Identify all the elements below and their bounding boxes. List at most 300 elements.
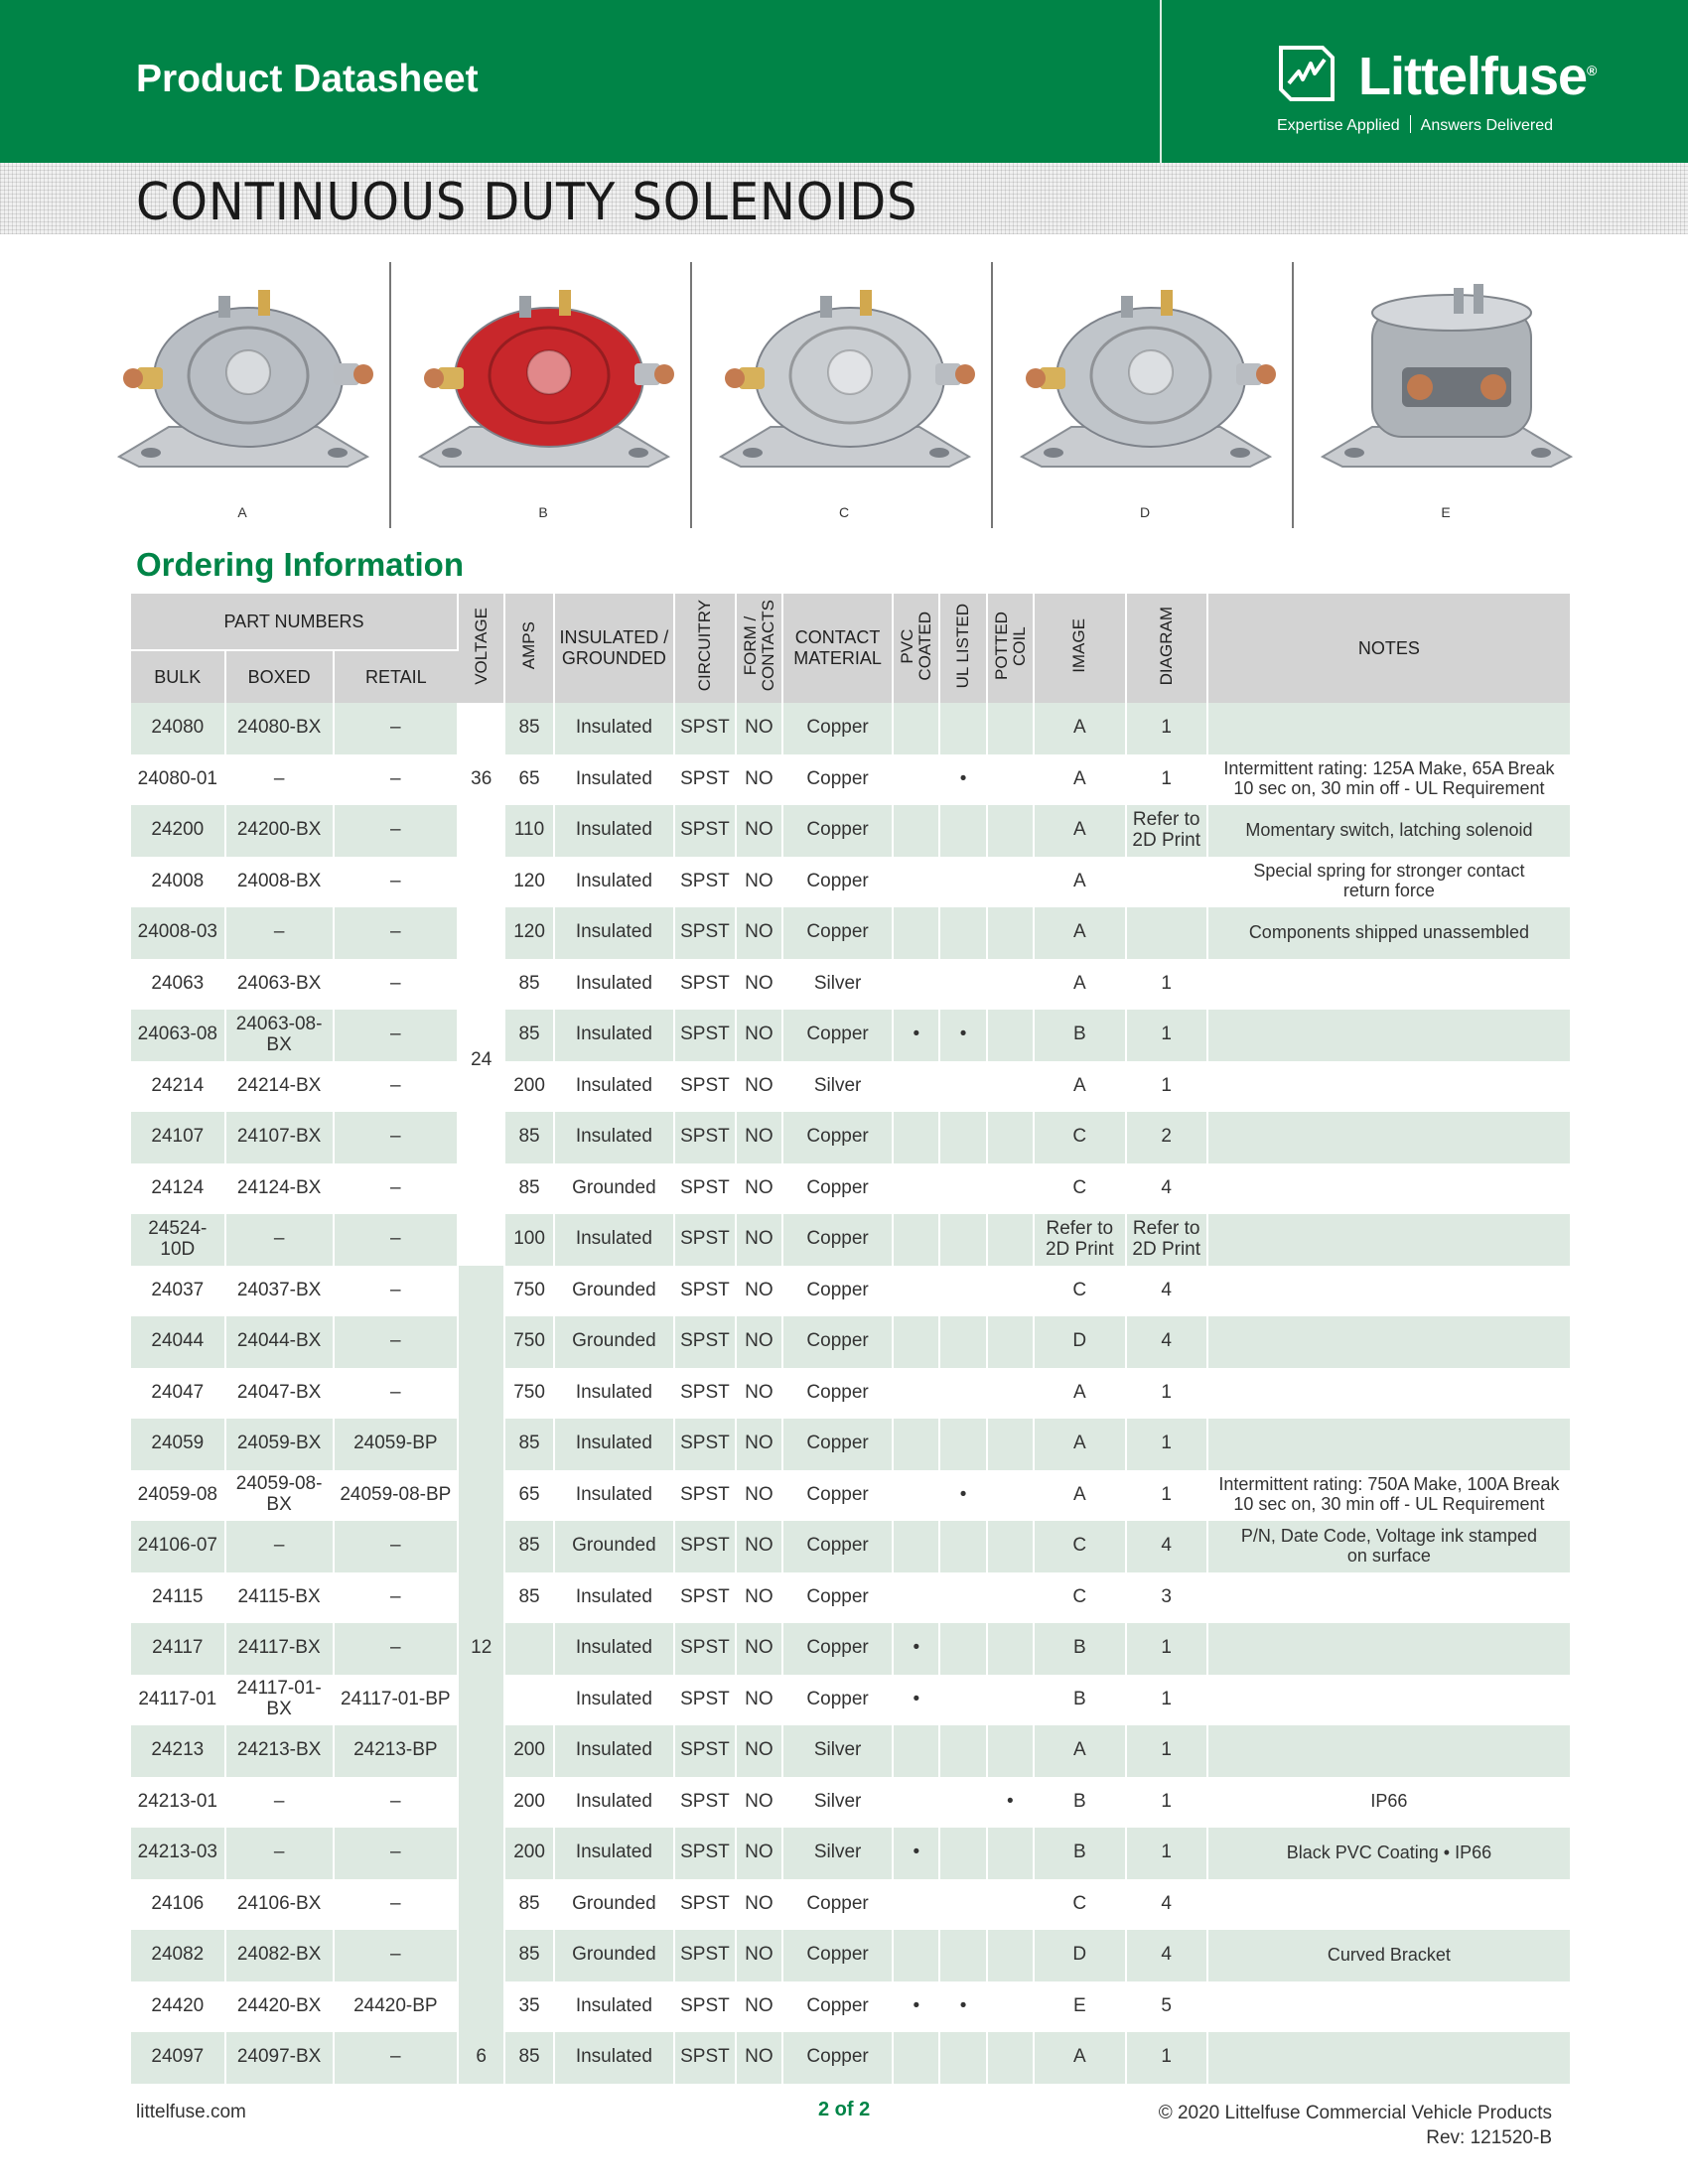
cell-notes: Intermittent rating: 750A Make, 100A Break 10 sec on, 30 min off - UL Requirement: [1207, 1470, 1570, 1522]
cell-potted: [987, 857, 1034, 908]
cell-diagram: 2: [1126, 1112, 1207, 1163]
cell-form: NO: [736, 703, 782, 754]
cell-ul: [939, 805, 986, 857]
cell-circuitry: SPST: [674, 1470, 736, 1522]
cell-form: NO: [736, 1623, 782, 1675]
header-contact-material: CONTACT MATERIAL: [782, 594, 893, 703]
cell-potted: [987, 1828, 1034, 1879]
cell-insulated: Insulated: [554, 1419, 674, 1470]
table-row: [131, 1112, 1570, 1163]
footer-page-number: 2 of 2: [818, 2099, 871, 2120]
cell-retail: –: [334, 1572, 458, 1624]
cell-pvc: [893, 805, 939, 857]
solenoid-icon: [701, 268, 987, 486]
cell-material: Copper: [782, 1266, 893, 1317]
cell-form: NO: [736, 959, 782, 1011]
table-row: [131, 1675, 1570, 1726]
cell-image: A: [1034, 907, 1126, 959]
cell-ul: [939, 1368, 986, 1420]
cell-circuitry: SPST: [674, 1266, 736, 1317]
cell-form: NO: [736, 1725, 782, 1777]
table-row: [131, 1214, 1570, 1266]
table-row: [131, 1010, 1570, 1061]
cell-retail: –: [334, 1061, 458, 1113]
header-ul-listed: UL LISTED: [939, 594, 986, 703]
cell-potted: [987, 1981, 1034, 2033]
cell-insulated: Insulated: [554, 2032, 674, 2084]
cell-material: Copper: [782, 1214, 893, 1266]
cell-bulk: 24063: [131, 959, 225, 1011]
ordering-table: [131, 594, 1570, 2084]
table-row: [131, 1368, 1570, 1420]
cell-boxed: 24059-08-BX: [225, 1470, 334, 1522]
cell-pvc: [893, 907, 939, 959]
cell-form: NO: [736, 1572, 782, 1624]
cell-ul: [939, 1930, 986, 1981]
cell-form: NO: [736, 1777, 782, 1829]
cell-potted: [987, 1725, 1034, 1777]
revision-text: Rev: 121520-B: [1426, 2126, 1552, 2148]
cell-amps: 85: [504, 703, 553, 754]
cell-notes: Momentary switch, latching solenoid: [1207, 805, 1570, 857]
cell-form: NO: [736, 1521, 782, 1572]
cell-ul: •: [939, 1981, 986, 2033]
cell-boxed: 24063-08-BX: [225, 1010, 334, 1061]
table-row: [131, 959, 1570, 1011]
solenoid-icon: [1303, 268, 1589, 486]
product-image-a: [95, 262, 389, 528]
cell-retail: –: [334, 2032, 458, 2084]
cell-amps: 750: [504, 1316, 553, 1368]
cell-insulated: Insulated: [554, 1828, 674, 1879]
cell-boxed: 24420-BX: [225, 1981, 334, 2033]
cell-ul: [939, 857, 986, 908]
cell-pvc: [893, 1572, 939, 1624]
cell-notes: [1207, 1725, 1570, 1777]
cell-notes: Curved Bracket: [1207, 1930, 1570, 1981]
header-amps: AMPS: [504, 594, 553, 703]
cell-material: Copper: [782, 1010, 893, 1061]
ordering-heading: Ordering Information: [136, 546, 464, 583]
cell-retail: –: [334, 1214, 458, 1266]
header-voltage: VOLTAGE: [458, 594, 504, 703]
cell-bulk: 24063-08: [131, 1010, 225, 1061]
cell-retail: 24117-01-BP: [334, 1675, 458, 1726]
cell-bulk: 24213-03: [131, 1828, 225, 1879]
cell-image: A: [1034, 959, 1126, 1011]
cell-retail: –: [334, 1266, 458, 1317]
cell-potted: •: [987, 1777, 1034, 1829]
product-label: A: [237, 504, 247, 520]
cell-ul: •: [939, 1470, 986, 1522]
cell-diagram: 1: [1126, 1010, 1207, 1061]
cell-insulated: Grounded: [554, 1879, 674, 1931]
cell-boxed: 24213-BX: [225, 1725, 334, 1777]
cell-notes: [1207, 703, 1570, 754]
table-row: [131, 1981, 1570, 2033]
cell-image: B: [1034, 1675, 1126, 1726]
cell-insulated: Insulated: [554, 805, 674, 857]
cell-boxed: 24117-BX: [225, 1623, 334, 1675]
cell-diagram: 1: [1126, 1725, 1207, 1777]
cell-image: A: [1034, 1470, 1126, 1522]
cell-amps: 85: [504, 1521, 553, 1572]
title-band: [0, 163, 1688, 234]
cell-diagram: 1: [1126, 1828, 1207, 1879]
cell-bulk: 24200: [131, 805, 225, 857]
header-image: IMAGE: [1034, 594, 1126, 703]
cell-potted: [987, 1470, 1034, 1522]
cell-bulk: 24080-01: [131, 754, 225, 806]
cell-boxed: 24106-BX: [225, 1879, 334, 1931]
cell-bulk: 24420: [131, 1981, 225, 2033]
cell-potted: [987, 959, 1034, 1011]
cell-bulk: 24107: [131, 1112, 225, 1163]
cell-insulated: Grounded: [554, 1930, 674, 1981]
cell-boxed: 24124-BX: [225, 1163, 334, 1215]
cell-boxed: 24037-BX: [225, 1266, 334, 1317]
product-label: D: [1139, 504, 1151, 520]
cell-form: NO: [736, 1163, 782, 1215]
cell-amps: 120: [504, 857, 553, 908]
cell-diagram: 1: [1126, 1061, 1207, 1113]
cell-diagram: 1: [1126, 1777, 1207, 1829]
cell-retail: 24420-BP: [334, 1981, 458, 2033]
cell-material: Copper: [782, 1623, 893, 1675]
cell-diagram: [1126, 907, 1207, 959]
cell-bulk: 24213-01: [131, 1777, 225, 1829]
cell-boxed: 24117-01-BX: [225, 1675, 334, 1726]
cell-notes: [1207, 1316, 1570, 1368]
header-notes: NOTES: [1207, 594, 1570, 703]
cell-retail: –: [334, 1828, 458, 1879]
cell-retail: –: [334, 703, 458, 754]
product-image-e: [1299, 262, 1593, 528]
cell-diagram: 5: [1126, 1981, 1207, 2033]
page-title: CONTINUOUS DUTY SOLENOIDS: [136, 173, 918, 232]
cell-bulk: 24059-08: [131, 1470, 225, 1522]
cell-circuitry: SPST: [674, 959, 736, 1011]
product-separator: [1292, 262, 1294, 528]
table-row: [131, 1777, 1570, 1829]
cell-form: NO: [736, 2032, 782, 2084]
cell-circuitry: SPST: [674, 1112, 736, 1163]
cell-image: A: [1034, 703, 1126, 754]
cell-image: B: [1034, 1777, 1126, 1829]
cell-notes: [1207, 1010, 1570, 1061]
cell-notes: [1207, 2032, 1570, 2084]
cell-bulk: 24106: [131, 1879, 225, 1931]
cell-material: Silver: [782, 1777, 893, 1829]
cell-ul: [939, 1828, 986, 1879]
cell-bulk: 24124: [131, 1163, 225, 1215]
cell-insulated: Insulated: [554, 1725, 674, 1777]
cell-pvc: [893, 1112, 939, 1163]
cell-bulk: 24037: [131, 1266, 225, 1317]
cell-circuitry: SPST: [674, 1981, 736, 2033]
cell-potted: [987, 1675, 1034, 1726]
cell-form: NO: [736, 1470, 782, 1522]
cell-notes: [1207, 1061, 1570, 1113]
cell-notes: [1207, 1419, 1570, 1470]
cell-ul: [939, 907, 986, 959]
cell-insulated: Insulated: [554, 1572, 674, 1624]
header-divider: [1160, 0, 1162, 163]
cell-amps: 750: [504, 1368, 553, 1420]
product-image-d: [998, 262, 1292, 528]
cell-circuitry: SPST: [674, 1419, 736, 1470]
cell-potted: [987, 1572, 1034, 1624]
header-insulated-grounded: INSULATED / GROUNDED: [554, 594, 674, 703]
cell-retail: –: [334, 1623, 458, 1675]
cell-image: C: [1034, 1163, 1126, 1215]
cell-potted: [987, 1163, 1034, 1215]
cell-ul: [939, 703, 986, 754]
cell-circuitry: SPST: [674, 1623, 736, 1675]
cell-insulated: Insulated: [554, 1777, 674, 1829]
cell-circuitry: SPST: [674, 1777, 736, 1829]
cell-pvc: [893, 959, 939, 1011]
cell-pvc: •: [893, 1828, 939, 1879]
cell-potted: [987, 1521, 1034, 1572]
cell-retail: –: [334, 959, 458, 1011]
cell-retail: –: [334, 1777, 458, 1829]
cell-pvc: •: [893, 1623, 939, 1675]
cell-image: A: [1034, 2032, 1126, 2084]
cell-bulk: 24008-03: [131, 907, 225, 959]
cell-amps: [504, 1623, 553, 1675]
cell-ul: [939, 1061, 986, 1113]
cell-ul: •: [939, 1010, 986, 1061]
cell-ul: [939, 1623, 986, 1675]
cell-insulated: Insulated: [554, 907, 674, 959]
cell-form: NO: [736, 1368, 782, 1420]
cell-material: Copper: [782, 1316, 893, 1368]
cell-potted: [987, 1214, 1034, 1266]
cell-potted: [987, 1010, 1034, 1061]
footer-website[interactable]: littelfuse.com: [136, 2102, 246, 2122]
cell-boxed: 24082-BX: [225, 1930, 334, 1981]
cell-ul: [939, 1214, 986, 1266]
cell-image: A: [1034, 1368, 1126, 1420]
cell-image: A: [1034, 1061, 1126, 1113]
cell-amps: 85: [504, 1879, 553, 1931]
cell-circuitry: SPST: [674, 1828, 736, 1879]
product-image-c: [697, 262, 991, 528]
cell-pvc: •: [893, 1981, 939, 2033]
cell-retail: –: [334, 805, 458, 857]
cell-image: B: [1034, 1623, 1126, 1675]
cell-bulk: 24115: [131, 1572, 225, 1624]
cell-retail: –: [334, 907, 458, 959]
cell-image: D: [1034, 1316, 1126, 1368]
cell-ul: [939, 1725, 986, 1777]
table-row: [131, 857, 1570, 908]
table-row: [131, 1061, 1570, 1113]
cell-notes: P/N, Date Code, Voltage ink stamped on surface: [1207, 1521, 1570, 1572]
cell-material: Silver: [782, 1725, 893, 1777]
cell-potted: [987, 1419, 1034, 1470]
cell-bulk: 24008: [131, 857, 225, 908]
table-row: [131, 754, 1570, 806]
cell-pvc: [893, 1930, 939, 1981]
cell-material: Copper: [782, 1981, 893, 2033]
cell-amps: 85: [504, 2032, 553, 2084]
header-boxed: BOXED: [225, 650, 334, 703]
cell-boxed: 24214-BX: [225, 1061, 334, 1113]
cell-notes: Intermittent rating: 125A Make, 65A Break 10 sec on, 30 min off - UL Requirement: [1207, 754, 1570, 806]
cell-form: NO: [736, 1675, 782, 1726]
cell-diagram: 1: [1126, 2032, 1207, 2084]
cell-boxed: 24107-BX: [225, 1112, 334, 1163]
cell-diagram: 1: [1126, 1419, 1207, 1470]
cell-potted: [987, 703, 1034, 754]
cell-boxed: –: [225, 1777, 334, 1829]
brand-name: Littelfuse®: [1358, 47, 1597, 106]
cell-material: Copper: [782, 805, 893, 857]
cell-form: NO: [736, 1061, 782, 1113]
cell-ul: [939, 1112, 986, 1163]
cell-diagram: 4: [1126, 1316, 1207, 1368]
cell-insulated: Insulated: [554, 1112, 674, 1163]
cell-voltage: 36: [458, 703, 504, 857]
cell-circuitry: SPST: [674, 703, 736, 754]
cell-notes: [1207, 1163, 1570, 1215]
product-label: C: [838, 504, 850, 520]
cell-boxed: 24008-BX: [225, 857, 334, 908]
cell-insulated: Insulated: [554, 1623, 674, 1675]
cell-bulk: 24097: [131, 2032, 225, 2084]
cell-amps: 750: [504, 1266, 553, 1317]
cell-image: A: [1034, 754, 1126, 806]
table-row: [131, 1521, 1570, 1572]
cell-amps: 110: [504, 805, 553, 857]
cell-material: Silver: [782, 1061, 893, 1113]
cell-bulk: 24044: [131, 1316, 225, 1368]
cell-pvc: [893, 1266, 939, 1317]
solenoid-icon: [1002, 268, 1288, 486]
cell-pvc: [893, 1470, 939, 1522]
cell-pvc: [893, 1163, 939, 1215]
cell-ul: [939, 1879, 986, 1931]
cell-circuitry: SPST: [674, 805, 736, 857]
cell-boxed: 24200-BX: [225, 805, 334, 857]
cell-retail: –: [334, 1521, 458, 1572]
table-row: [131, 1316, 1570, 1368]
table-row: [131, 1470, 1570, 1522]
table-body: [131, 703, 1570, 2084]
cell-boxed: 24080-BX: [225, 703, 334, 754]
table-row: [131, 907, 1570, 959]
table-row: [131, 703, 1570, 754]
cell-retail: –: [334, 1930, 458, 1981]
cell-potted: [987, 907, 1034, 959]
cell-pvc: •: [893, 1010, 939, 1061]
table-row: [131, 1828, 1570, 1879]
cell-diagram: 1: [1126, 1623, 1207, 1675]
cell-circuitry: SPST: [674, 857, 736, 908]
cell-image: A: [1034, 1419, 1126, 1470]
cell-circuitry: SPST: [674, 1368, 736, 1420]
cell-notes: [1207, 1266, 1570, 1317]
cell-form: NO: [736, 1930, 782, 1981]
cell-amps: 85: [504, 1112, 553, 1163]
cell-voltage: 6: [458, 2032, 504, 2084]
cell-diagram: 1: [1126, 959, 1207, 1011]
cell-amps: [504, 1675, 553, 1726]
cell-potted: [987, 1623, 1034, 1675]
cell-boxed: 24063-BX: [225, 959, 334, 1011]
cell-bulk: 24106-07: [131, 1521, 225, 1572]
table-row: [131, 1163, 1570, 1215]
cell-diagram: 1: [1126, 1675, 1207, 1726]
cell-material: Copper: [782, 703, 893, 754]
solenoid-icon: [400, 268, 686, 486]
cell-circuitry: SPST: [674, 1675, 736, 1726]
table-row: [131, 1623, 1570, 1675]
cell-ul: [939, 1521, 986, 1572]
cell-amps: 85: [504, 1930, 553, 1981]
cell-form: NO: [736, 754, 782, 806]
cell-pvc: [893, 1316, 939, 1368]
cell-bulk: 24082: [131, 1930, 225, 1981]
cell-diagram: 1: [1126, 703, 1207, 754]
cell-bulk: 24047: [131, 1368, 225, 1420]
cell-image: A: [1034, 805, 1126, 857]
cell-ul: [939, 2032, 986, 2084]
cell-ul: [939, 1316, 986, 1368]
cell-amps: 65: [504, 1470, 553, 1522]
cell-pvc: [893, 1214, 939, 1266]
cell-circuitry: SPST: [674, 907, 736, 959]
cell-form: NO: [736, 805, 782, 857]
cell-material: Copper: [782, 1675, 893, 1726]
cell-notes: [1207, 1112, 1570, 1163]
cell-retail: –: [334, 1879, 458, 1931]
product-images: [95, 262, 1573, 528]
cell-pvc: [893, 1725, 939, 1777]
cell-pvc: [893, 1419, 939, 1470]
cell-form: NO: [736, 1266, 782, 1317]
cell-circuitry: SPST: [674, 2032, 736, 2084]
cell-retail: 24059-08-BP: [334, 1470, 458, 1522]
cell-form: NO: [736, 1316, 782, 1368]
cell-form: NO: [736, 1214, 782, 1266]
cell-material: Copper: [782, 1112, 893, 1163]
cell-circuitry: SPST: [674, 1316, 736, 1368]
cell-potted: [987, 805, 1034, 857]
cell-bulk: 24080: [131, 703, 225, 754]
copyright-text: © 2020 Littelfuse Commercial Vehicle Products: [1158, 2103, 1552, 2123]
cell-image: B: [1034, 1828, 1126, 1879]
table-row: [131, 1572, 1570, 1624]
cell-image: E: [1034, 1981, 1126, 2033]
cell-circuitry: SPST: [674, 1214, 736, 1266]
cell-insulated: Insulated: [554, 1061, 674, 1113]
cell-amps: 200: [504, 1061, 553, 1113]
cell-pvc: [893, 1061, 939, 1113]
cell-material: Copper: [782, 1470, 893, 1522]
cell-amps: 120: [504, 907, 553, 959]
cell-potted: [987, 1316, 1034, 1368]
cell-diagram: Refer to 2D Print: [1126, 1214, 1207, 1266]
cell-insulated: Insulated: [554, 959, 674, 1011]
cell-bulk: 24214: [131, 1061, 225, 1113]
cell-ul: [939, 1675, 986, 1726]
cell-circuitry: SPST: [674, 1163, 736, 1215]
cell-notes: Black PVC Coating • IP66: [1207, 1828, 1570, 1879]
cell-material: Copper: [782, 1163, 893, 1215]
